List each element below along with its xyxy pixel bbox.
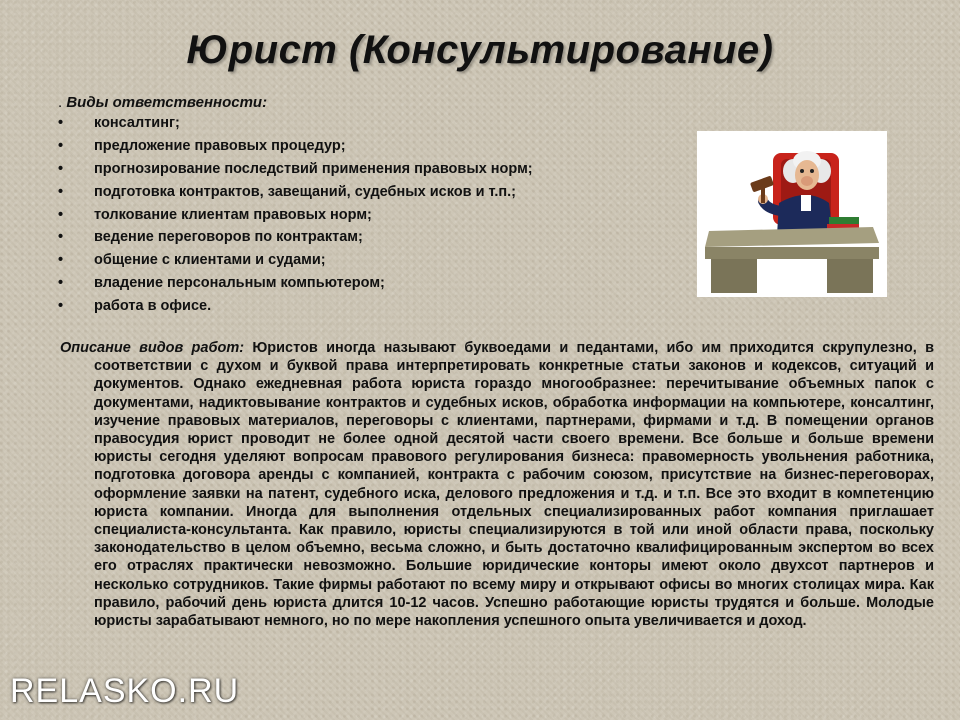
judge-illustration [697,131,887,297]
gavel-handle [761,187,765,203]
bullet-icon: • [58,206,64,223]
list-item: • предложение правовых процедур; [58,137,346,154]
list-item: • толкование клиентам правовых норм; [58,206,372,223]
work-description-text: Юристов иногда называют буквоедами и педантами, ибо им приходится скрупулезно, в соответствии с духом и буквой права интерпретировать конкретные статьи законов и кодексов, ситуаций и документов. Однако ежедневная работа юриста гораздо многообразнее: перечитывание объемных папок с документами, надиктовывание контрактов и судебных исков, обработка информации на компьютере, консалтинг, изучение правовых материалов, переговоры с клиентами, партнерами, фирмами и т.д. В помещении органов правосудия юрист проводит не более одной десятой части своего времени. Все больше и больше времени юристы сегодня уделяют вопросам правового регулирования бизнеса: правомерность увольнения работника, подготовка договора аренды с компанией, контракта с рабочим союзом, присутствие на бизнес-переговорах, оформление заявки на патент, судебного иска, делового предложения и т.д. и т.п. Все это входит в компетенцию юриста компании. Иногда для выполнения отдельных специализированных работ компания приглашает специалиста-консультанта. Как правило, юристы специализируются в той или иной области права, поскольку законодательство в целом объемно, весьма сложно, и быть достаточно квалифицированным экспертом во всех его отраслях практически невозможно. Большие юридические конторы имеют около двухсот партнеров и несколько сотрудников. Такие фирмы работают по всему миру и открывают офисы во многих столицах мира. Как правило, рабочий день юриста длится 10-12 часов. Успешно работающие юристы трудятся и больше. Молодые юристы зарабатывают немного, но по мере накопления успешного опыта увеличивается и доход. [94,340,935,630]
list-item: • работа в офисе. [58,298,212,315]
bullet-icon: • [58,183,64,200]
desk-leg-right [827,259,873,293]
bullet-icon: • [58,115,64,131]
judge-collar [801,195,811,211]
bullet-icon: • [58,252,64,269]
list-item: • подготовка контрактов, завещаний, судебных исков и т.п.; [58,183,516,200]
list-item: • общение с клиентами и судами; [58,252,326,269]
judge-eye-right [810,169,814,173]
list-item: • прогнозирование последствий применения правовых норм; [58,160,533,177]
watermark: RELASKO.RU [10,672,240,710]
list-item: • консалтинг; [58,115,180,131]
list-item: • ведение переговоров по контрактам; [58,229,363,246]
desk-top [705,227,879,247]
list-item: • владение персональным компьютером; [58,275,385,292]
bullet-icon: • [58,298,64,315]
desk-leg-left [711,259,757,293]
bullet-icon: • [58,275,64,292]
responsibilities-prefix: . [58,94,63,111]
bullet-icon: • [58,160,64,177]
desk-edge [705,247,879,259]
bullet-icon: • [58,137,64,154]
judge-at-desk-icon [697,131,887,297]
bullet-icon: • [58,229,64,246]
responsibilities-list [58,114,533,320]
work-description-label: Описание видов работ: [60,340,245,356]
slide-title: Юрист (Консультирование) [186,28,774,72]
responsibilities-label: Виды ответственности: [66,94,268,111]
book-icon [829,217,859,224]
judge-nose [801,176,813,186]
work-description [60,339,934,630]
responsibilities-heading [58,94,267,111]
judge-eye-left [800,169,804,173]
